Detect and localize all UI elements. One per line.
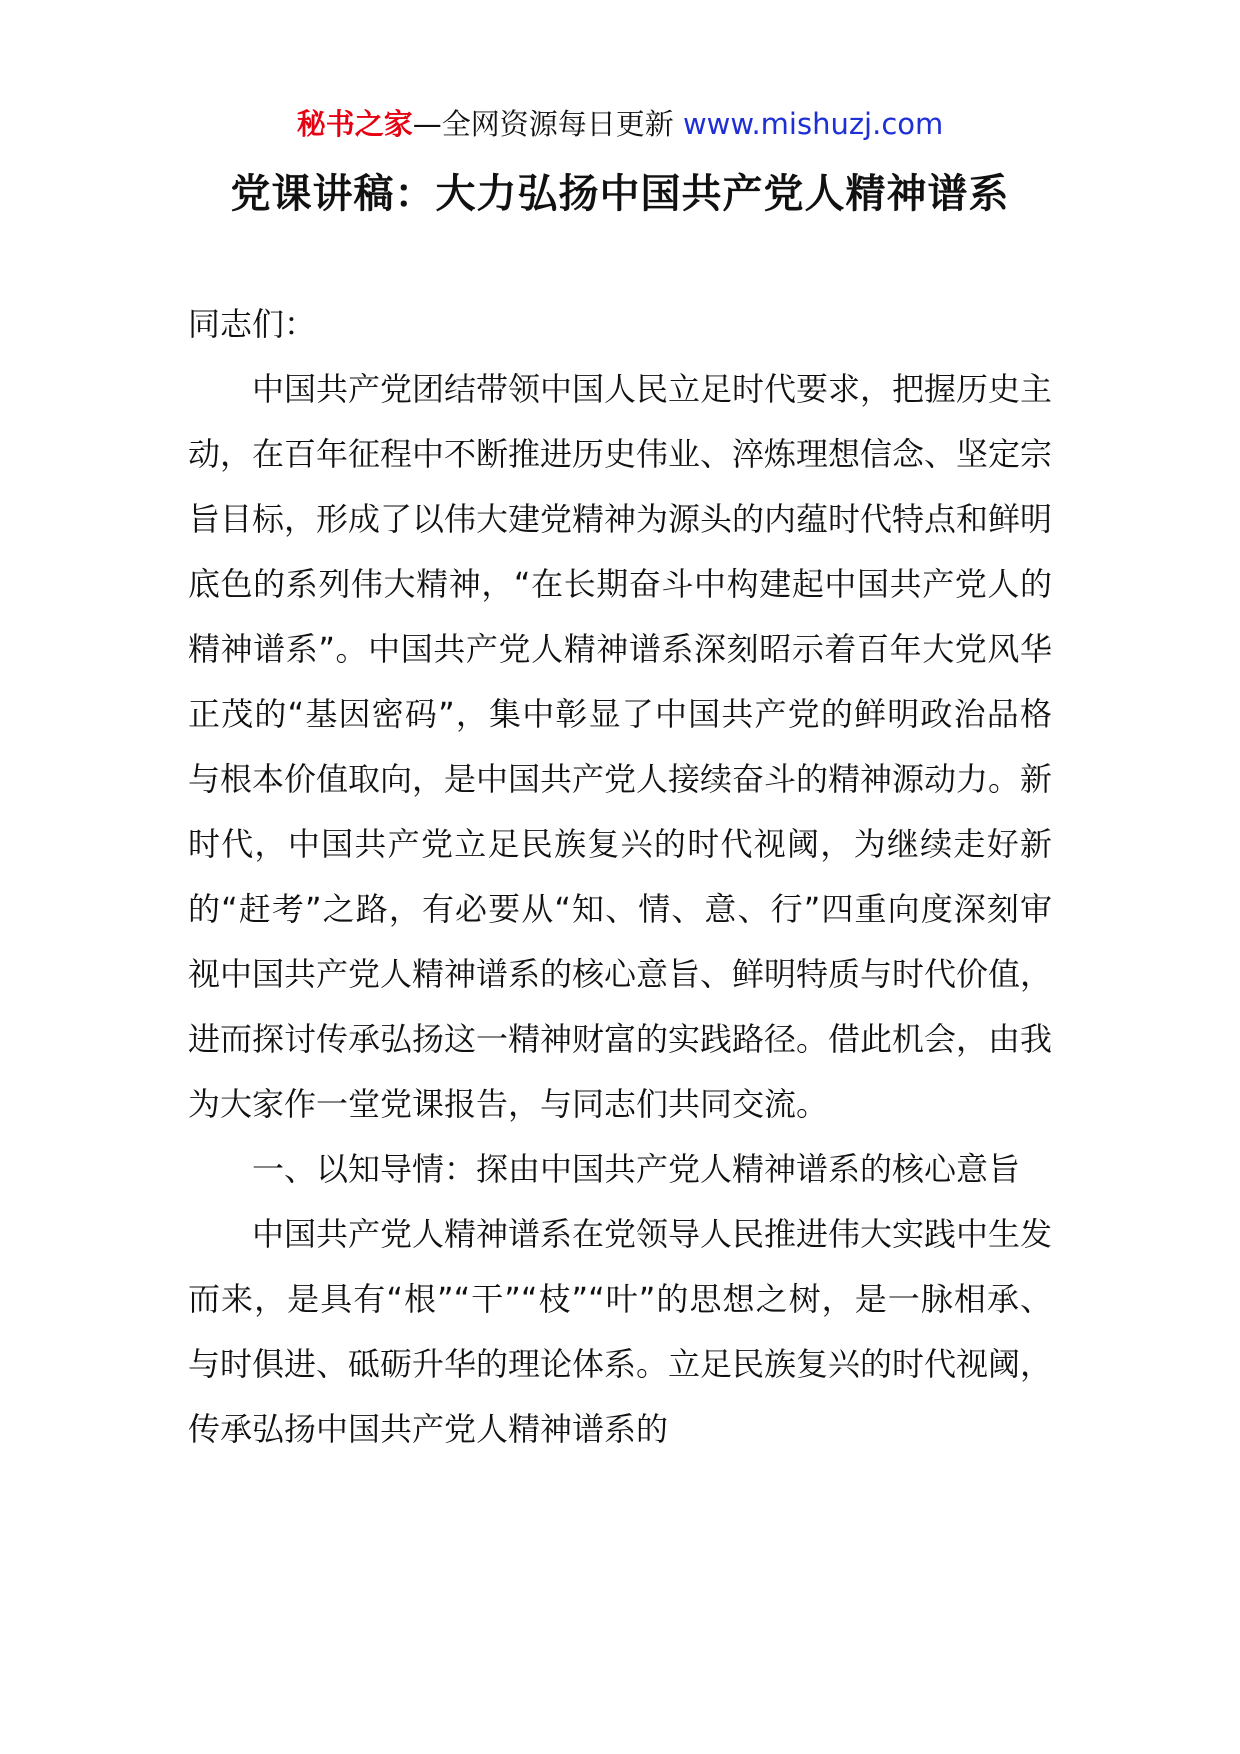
section-heading-1: 一、以知导情：探由中国共产党人精神谱系的核心意旨 (252, 1150, 1021, 1188)
paragraph-section-1: 中国共产党人精神谱系在党领导人民推进伟大实践中生发而来，是具有“根”“干”“枝”“叶”的思想之树，是一脉相承、与时俱进、砥砺升华的理论体系。立足民族复兴的时代视阈，传承弘扬中国共产党人精神谱系的 (188, 1215, 1053, 1448)
salutation: 同志们： (188, 305, 317, 343)
header-tagline: —全网资源每日更新 (412, 107, 674, 141)
document-body (188, 292, 1052, 1462)
site-header (0, 104, 1240, 144)
site-url-link[interactable]: www.mishuzj.com (682, 107, 944, 141)
paragraph-intro: 中国共产党团结带领中国人民立足时代要求，把握历史主动，在百年征程中不断推进历史伟业、淬炼理想信念、坚定宗旨目标，形成了以伟大建党精神为源头的内蕴时代特点和鲜明底色的系列伟大精神，“在长期奋斗中构建起中国共产党人的精神谱系”。中国共产党人精神谱系深刻昭示着百年大党风华正茂的“基因密码”，集中彰显了中国共产党的鲜明政治品格与根本价值取向，是中国共产党人接续奋斗的精神源动力。新时代，中国共产党立足民族复兴的时代视阈，为继续走好新的“赶考”之路，有必要从“知、情、意、行”四重向度深刻审视中国共产党人精神谱系的核心意旨、鲜明特质与时代价值，进而探讨传承弘扬这一精神财富的实践路径。借此机会，由我为大家作一堂党课报告，与同志们共同交流。 (188, 370, 1053, 1123)
brand-name: 秘书之家 (296, 107, 413, 141)
document-title: 党课讲稿：大力弘扬中国共产党人精神谱系 (230, 171, 1010, 217)
